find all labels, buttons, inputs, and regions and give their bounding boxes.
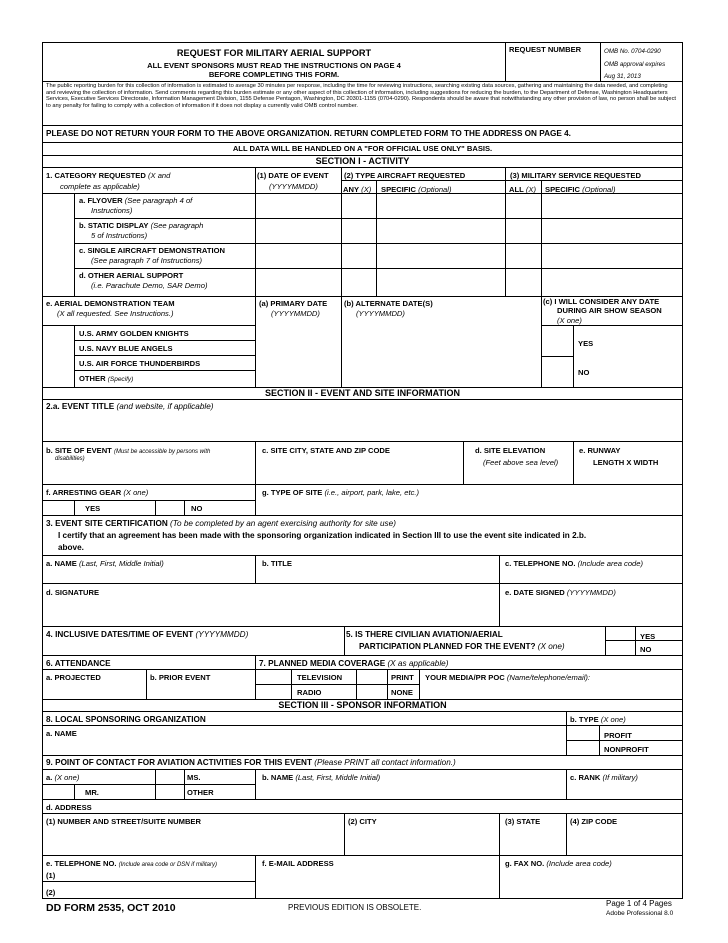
divider	[566, 740, 682, 741]
divider	[344, 813, 345, 855]
primary-date-label: (a) PRIMARY DATE	[259, 299, 328, 308]
section3-title: SECTION III - SPONSOR INFORMATION	[43, 699, 682, 712]
poc-phone-1: (1)	[46, 871, 56, 880]
divider	[255, 296, 256, 387]
form-id: DD FORM 2535, OCT 2010	[46, 902, 176, 914]
date-of-event-label: (1) DATE OF EVENT	[257, 171, 329, 180]
single-aircraft-label: c. SINGLE AIRCRAFT DEMONSTRATION	[79, 246, 225, 255]
signature-field[interactable]	[46, 599, 496, 624]
team-blue-angels: U.S. NAVY BLUE ANGELS	[79, 344, 173, 353]
elevation-label: d. SITE ELEVATION	[475, 446, 546, 455]
primary-date-hint: (YYYYMMDD)	[271, 309, 320, 318]
static-display-hint: (See paragraph	[150, 221, 204, 230]
cert-phone-hint: (Include area code)	[577, 559, 644, 568]
checkbox-profit[interactable]	[568, 727, 597, 738]
divider	[499, 813, 500, 855]
request-number-field[interactable]	[509, 56, 597, 78]
dates-label: 4. INCLUSIVE DATES/TIME OF EVENT	[46, 630, 194, 639]
poc-name-label: b. NAME	[262, 773, 294, 782]
poc-name-hint: (Last, First, Middle Initial)	[295, 773, 381, 782]
divider	[74, 370, 255, 371]
checkbox-static-display[interactable]	[46, 221, 71, 241]
checkbox-radio[interactable]	[257, 686, 289, 697]
type-label: b. TYPE	[570, 715, 599, 724]
divider	[344, 626, 345, 655]
divider	[43, 515, 682, 516]
org-label: 8. LOCAL SPONSORING ORGANIZATION	[46, 715, 206, 724]
category-hint-2: complete as applicable)	[60, 182, 140, 191]
cert-text-2: above.	[58, 543, 84, 552]
arresting-label: f. ARRESTING GEAR	[46, 488, 122, 497]
divider	[541, 180, 542, 296]
divider	[74, 193, 75, 296]
checkbox-none[interactable]	[358, 686, 385, 697]
omb-expires: OMB approval expires	[604, 61, 666, 68]
poc-phone-hint: (Include area code or DSN if military)	[118, 862, 217, 868]
event-title-hint: (and website, if applicable)	[116, 402, 214, 411]
divider	[43, 583, 682, 584]
airshow-label-2: DURING AIR SHOW SEASON	[557, 306, 662, 315]
section1-title: SECTION I - ACTIVITY	[43, 155, 682, 168]
omb-number: OMB No. 0704-0290	[604, 48, 661, 55]
civ-label-2: PARTICIPATION PLANNED FOR THE EVENT?	[359, 642, 536, 651]
divider	[43, 555, 682, 556]
divider	[184, 500, 185, 515]
demo-team-label: e. AERIAL DEMONSTRATION TEAM	[46, 299, 175, 308]
pr-label: YOUR MEDIA/PR POC	[425, 673, 505, 682]
divider	[505, 43, 506, 81]
cert-text-1: I certify that an agreement has been made with the sponsoring organization indicated in Section III to use the event site indicated in 2.b.	[58, 531, 587, 540]
airshow-yes: YES	[578, 339, 594, 348]
flyover-hint: (See paragraph 4 of	[124, 196, 193, 205]
divider	[43, 799, 682, 800]
civ-hint: (X one)	[537, 642, 565, 651]
divider	[255, 167, 256, 296]
divider	[600, 43, 601, 81]
other-team-label: OTHER	[79, 374, 106, 383]
alternate-date-label: (b) ALTERNATE DATE(S)	[344, 299, 433, 308]
projected-label: a. PROJECTED	[46, 673, 101, 682]
divider	[43, 125, 682, 126]
divider	[43, 755, 682, 756]
divider	[255, 769, 256, 799]
flyover-hint-2: Instructions)	[91, 206, 133, 215]
media-none: NONE	[391, 688, 413, 697]
fouo-notice: ALL DATA WILL BE HANDLED ON A "FOR OFFICIAL USE ONLY" BASIS.	[232, 144, 493, 153]
other-team-hint: (Specify)	[107, 376, 134, 383]
civ-yes: YES	[640, 632, 656, 641]
section2-title: SECTION II - EVENT AND SITE INFORMATION	[43, 387, 682, 400]
divider	[255, 855, 256, 898]
airshow-hint: (X one)	[557, 316, 582, 325]
divider	[43, 725, 682, 726]
fax-label: g. FAX NO.	[505, 859, 545, 868]
checkbox-single-aircraft[interactable]	[46, 246, 71, 266]
divider	[255, 655, 256, 699]
poc-phone-label: e. TELEPHONE NO.	[46, 859, 117, 868]
date-signed-hint: (YYYYMMDD)	[566, 588, 616, 597]
burden-notice: The public reporting burden for this collection of information is estimated to average 30 minutes per response, including the time for reviewing instructions, searching existing data sources, gathering and maintaining the data needed, and completing and reviewing the collection of information. Send comments regarding this burden estimate or any other aspect of this collection of information, including suggestions for reducing the burden, to the Department of Defense, Washington Headquarters Services, Executive Services Directorate, Information Management Division, 1155 Defense Pentagon, Washington, DC 20301-1155 (0704-0290). Respondents should be aware that notwithstanding any other provision of law, no person shall be subject to any penalty for failing to comply with a collection of information if it does not display a currently valid OMB control number.	[46, 83, 676, 109]
arresting-hint: (X one)	[123, 488, 149, 497]
divider	[74, 268, 682, 269]
divider	[74, 500, 75, 515]
divider	[43, 769, 682, 770]
checkbox-other-team[interactable]	[46, 373, 71, 385]
demo-team-hint: (X all requested. See Instructions.)	[57, 309, 174, 318]
divider	[573, 325, 574, 387]
site-type-hint: (i.e., airport, park, lake, etc.)	[324, 488, 420, 497]
airshow-no: NO	[578, 368, 590, 377]
divider	[255, 555, 256, 583]
checkbox-flyover[interactable]	[46, 196, 71, 216]
divider	[146, 669, 147, 699]
poc-hint: (Please PRINT all contact information.)	[314, 758, 456, 767]
event-title-field[interactable]	[46, 414, 678, 442]
runway-hint: LENGTH X WIDTH	[593, 458, 659, 467]
address-label: d. ADDRESS	[46, 803, 92, 812]
team-thunderbirds: U.S. AIR FORCE THUNDERBIRDS	[79, 359, 201, 368]
divider	[505, 167, 506, 296]
elevation-hint: (Feet above sea level)	[483, 458, 559, 467]
poc-a-label: a.	[46, 773, 53, 782]
category-label	[46, 171, 170, 180]
checkbox-other-honorific[interactable]	[157, 786, 182, 797]
cert-hint: (To be completed by an agent exercising authority for site use)	[170, 519, 396, 528]
divider	[43, 669, 682, 670]
media-hint: (X as applicable)	[387, 659, 449, 668]
request-number-label: REQUEST NUMBER	[509, 45, 582, 54]
flyover-label: a. FLYOVER	[79, 196, 123, 205]
checkbox-ms[interactable]	[157, 771, 182, 782]
any-hint: (X)	[361, 185, 372, 194]
checkbox-arresting-yes[interactable]	[46, 502, 71, 513]
all-label: ALL	[509, 185, 524, 194]
omb-date: Aug 31, 2013	[604, 73, 641, 80]
divider	[74, 784, 75, 799]
cert-label: 3. EVENT SITE CERTIFICATION	[46, 519, 168, 528]
return-notice: PLEASE DO NOT RETURN YOUR FORM TO THE ABOVE ORGANIZATION. RETURN COMPLETED FORM TO THE ADDRESS ON PAGE 4.	[46, 129, 571, 138]
address-city-label: (2) CITY	[348, 817, 377, 826]
civ-no: NO	[640, 645, 652, 654]
civ-label-1: 5. IS THERE CIVILIAN AVIATION/AERIAL	[346, 630, 503, 639]
divider	[541, 325, 682, 326]
checkbox-nonprofit[interactable]	[568, 742, 597, 753]
runway-label: e. RUNWAY	[579, 446, 621, 455]
divider	[499, 555, 500, 626]
divider	[43, 484, 682, 485]
divider	[43, 142, 682, 143]
pr-hint: (Name/telephone/email):	[506, 673, 591, 682]
any-label: ANY	[343, 185, 360, 194]
divider	[155, 500, 156, 515]
service-label: (3) MILITARY SERVICE REQUESTED	[510, 171, 641, 180]
cert-name-hint: (Last, First, Middle Initial)	[78, 559, 164, 568]
attendance-label: 6. ATTENDANCE	[46, 659, 111, 668]
divider	[341, 180, 682, 181]
city-label: c. SITE CITY, STATE AND ZIP CODE	[262, 446, 390, 455]
single-aircraft-hint: (See paragraph 7 of Instructions)	[91, 256, 203, 265]
checkbox-civ-no[interactable]	[607, 642, 633, 653]
specific-hint: (Optional)	[418, 185, 452, 194]
checkbox-thunderbirds[interactable]	[46, 358, 71, 368]
fax-hint: (Include area code)	[546, 859, 612, 868]
software-note: Adobe Professional 8.0	[606, 910, 674, 917]
divider	[566, 813, 567, 855]
other-support-hint: (i.e. Parachute Demo, SAR Demo)	[91, 281, 208, 290]
type-nonprofit: NONPROFIT	[604, 745, 649, 754]
divider	[74, 340, 255, 341]
media-radio: RADIO	[297, 688, 322, 697]
category-label-text: 1. CATEGORY REQUESTED	[46, 171, 146, 180]
divider	[573, 441, 574, 484]
divider	[341, 296, 342, 387]
other-support-label: d. OTHER AERIAL SUPPORT	[79, 271, 184, 280]
divider	[74, 355, 255, 356]
team-golden-knights: U.S. ARMY GOLDEN KNIGHTS	[79, 329, 189, 338]
dates-hint: (YYYYMMDD)	[195, 630, 249, 639]
static-display-hint-2: 5 of Instructions)	[91, 231, 148, 240]
poc-label: 9. POINT OF CONTACT FOR AVIATION ACTIVITIES FOR THIS EVENT	[46, 758, 312, 767]
airshow-label-1: (c) I WILL CONSIDER ANY DATE	[543, 297, 660, 306]
form-title: REQUEST FOR MILITARY AERIAL SUPPORT	[176, 48, 372, 58]
date-signed-label: e. DATE SIGNED	[505, 588, 565, 597]
specific-hint: (Optional)	[582, 185, 616, 194]
alternate-date-hint: (YYYYMMDD)	[356, 309, 405, 318]
checkbox-golden-knights[interactable]	[46, 328, 71, 338]
street-label: (1) NUMBER AND STREET/SUITE NUMBER	[46, 817, 201, 826]
poc-a-hint: (X one)	[54, 773, 80, 782]
media-label: 7. PLANNED MEDIA COVERAGE	[259, 659, 386, 668]
divider	[255, 684, 419, 685]
site-type-label: g. TYPE OF SITE	[262, 488, 323, 497]
all-hint: (X)	[525, 185, 537, 194]
divider	[255, 484, 256, 515]
checkbox-blue-angels[interactable]	[46, 343, 71, 353]
divider	[43, 855, 682, 856]
site-label: b. SITE OF EVENT	[46, 446, 112, 455]
zip-label: (4) ZIP CODE	[570, 817, 618, 826]
arresting-no: NO	[191, 504, 203, 513]
type-profit: PROFIT	[604, 731, 632, 740]
state-label: (3) STATE	[505, 817, 541, 826]
divider	[43, 81, 682, 82]
checkbox-mr[interactable]	[46, 786, 71, 797]
honorific-mr: MR.	[85, 788, 99, 797]
divider	[541, 296, 542, 387]
divider	[74, 325, 75, 387]
arresting-yes: YES	[85, 504, 101, 513]
checkbox-arresting-no[interactable]	[157, 502, 182, 513]
signature-label: d. SIGNATURE	[46, 588, 100, 597]
divider	[255, 441, 256, 484]
rank-label: c. RANK	[570, 773, 601, 782]
divider	[74, 243, 682, 244]
divider	[43, 655, 682, 656]
site-hint-1: (Must be accessible by persons with	[113, 449, 211, 455]
prior-event-label: b. PRIOR EVENT	[150, 673, 211, 682]
email-label: f. E-MAIL ADDRESS	[262, 859, 334, 868]
form-sheet	[42, 42, 683, 899]
org-name-label: a. NAME	[46, 729, 77, 738]
divider	[419, 669, 420, 699]
divider	[74, 218, 682, 219]
aircraft-label: (2) TYPE AIRCRAFT REQUESTED	[344, 171, 466, 180]
checkbox-television[interactable]	[257, 671, 289, 683]
checkbox-print[interactable]	[358, 671, 385, 683]
divider	[341, 167, 342, 296]
form-subtitle-line1: ALL EVENT SPONSORS MUST READ THE INSTRUCTIONS ON PAGE 4	[147, 61, 401, 70]
divider	[463, 441, 464, 484]
specific-label: SPECIFIC	[545, 185, 581, 194]
type-hint: (X one)	[600, 715, 626, 724]
static-display-label: b. STATIC DISPLAY	[79, 221, 149, 230]
honorific-other: OTHER	[187, 788, 214, 797]
page-number: Page 1 of 4 Pages	[606, 899, 672, 908]
form-subtitle-line2: BEFORE COMPLETING THIS FORM.	[208, 70, 340, 79]
media-print: PRINT	[391, 673, 414, 682]
divider	[566, 711, 567, 755]
divider	[376, 180, 377, 296]
divider	[43, 441, 682, 442]
specific-label: SPECIFIC	[381, 185, 417, 194]
divider	[43, 626, 682, 627]
checkbox-other-support[interactable]	[46, 271, 71, 291]
event-title-label: 2.a. EVENT TITLE	[46, 402, 115, 411]
cert-title-label: b. TITLE	[262, 559, 292, 568]
cert-name-label: a. NAME	[46, 559, 77, 568]
category-hint: (X and	[148, 171, 171, 180]
cert-phone-label: c. TELEPHONE NO.	[505, 559, 576, 568]
divider	[43, 881, 255, 882]
rank-hint: (If military)	[602, 773, 638, 782]
obsolete-notice: PREVIOUS EDITION IS OBSOLETE.	[288, 903, 422, 912]
honorific-ms: MS.	[187, 773, 201, 782]
divider	[43, 193, 682, 194]
divider	[43, 813, 682, 814]
media-television: TELEVISION	[297, 673, 343, 682]
poc-phone-2: (2)	[46, 888, 56, 897]
date-of-event-hint: (YYYYMMDD)	[269, 182, 318, 191]
checkbox-civ-yes[interactable]	[607, 628, 633, 639]
divider	[499, 855, 500, 898]
divider	[541, 356, 573, 357]
site-hint-2: disabilities)	[55, 456, 85, 462]
divider	[566, 769, 567, 799]
